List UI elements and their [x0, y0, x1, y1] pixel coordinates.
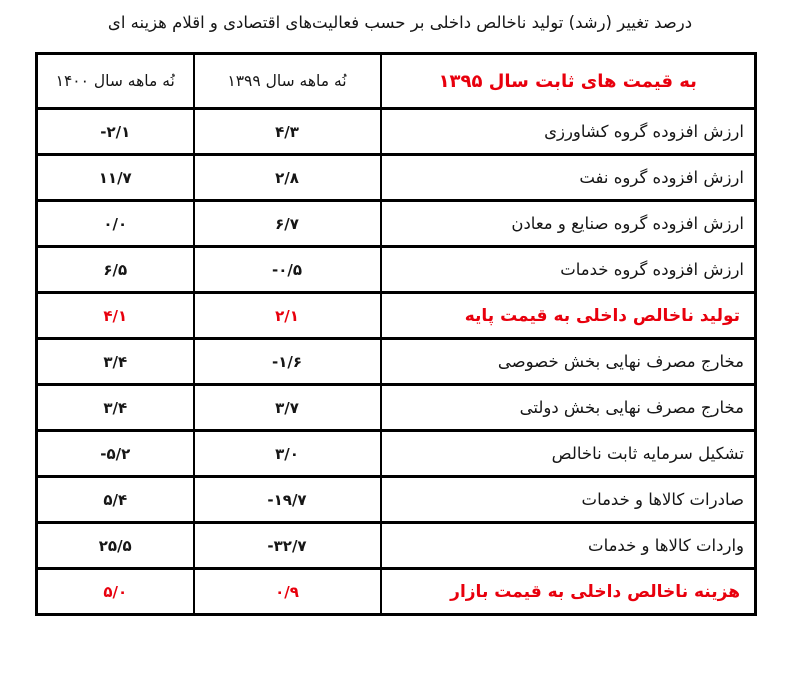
value-1400: ۳/۴	[103, 352, 128, 371]
value-1400-cell	[37, 201, 194, 247]
value-1399-cell	[194, 293, 381, 339]
table-row	[37, 155, 756, 201]
header-constant-prices-1395: به قیمت های ثابت سال ۱۳۹۵	[381, 54, 756, 109]
table-row	[37, 109, 756, 155]
value-1399-cell	[194, 109, 381, 155]
value-1399-cell	[194, 569, 381, 615]
value-1400-cell	[37, 109, 194, 155]
header-nine-months-1399: نُه ماهه سال ۱۳۹۹	[194, 54, 381, 109]
value-1400: ۴/۱	[103, 306, 128, 325]
value-1399-cell	[194, 247, 381, 293]
value-1399-cell	[194, 201, 381, 247]
value-1399: -۳۲/۷	[267, 536, 307, 555]
row-label: واردات کالاها و خدمات	[381, 523, 756, 569]
value-1399: ۲/۱	[275, 306, 299, 325]
value-1400-cell	[37, 569, 194, 615]
value-1399: ۳/۷	[275, 398, 299, 417]
value-1400: ۳/۴	[103, 398, 128, 417]
row-label: ارزش افزوده گروه خدمات	[381, 247, 756, 293]
header-nine-months-1400: نُه ماهه سال ۱۴۰۰	[37, 54, 194, 109]
table-row	[37, 477, 756, 523]
value-1399-cell	[194, 155, 381, 201]
row-label: ارزش افزوده گروه کشاورزی	[381, 109, 756, 155]
value-1399-cell	[194, 339, 381, 385]
row-label: ارزش افزوده گروه نفت	[381, 155, 756, 201]
value-1400-cell	[37, 293, 194, 339]
value-1400: ۵/۰	[103, 582, 128, 601]
value-1400: ۶/۵	[103, 260, 128, 279]
value-1400-cell	[37, 431, 194, 477]
row-label: تولید ناخالص داخلی به قیمت پایه	[381, 293, 756, 339]
value-1400-cell	[37, 385, 194, 431]
value-1399: ۰/۹	[275, 582, 299, 601]
value-1399-cell	[194, 385, 381, 431]
value-1400-cell	[37, 477, 194, 523]
table-row-gdp-basic-price	[37, 293, 756, 339]
table-row	[37, 247, 756, 293]
row-label: تشکیل سرمایه ثابت ناخالص	[381, 431, 756, 477]
value-1399: -۰/۵	[271, 260, 302, 279]
value-1399-cell	[194, 431, 381, 477]
value-1400-cell	[37, 339, 194, 385]
value-1399: ۳/۰	[275, 444, 299, 463]
value-1399: ۲/۸	[275, 168, 299, 187]
row-label: هزینه ناخالص داخلی به قیمت بازار	[381, 569, 756, 615]
table-row	[37, 339, 756, 385]
value-1400: ۰/۰	[103, 214, 128, 233]
value-1399-cell	[194, 523, 381, 569]
row-label: صادرات کالاها و خدمات	[381, 477, 756, 523]
table-header-row	[37, 54, 756, 109]
value-1399-cell	[194, 477, 381, 523]
value-1400: -۵/۲	[100, 444, 131, 463]
value-1399: ۶/۷	[275, 214, 299, 233]
value-1400-cell	[37, 247, 194, 293]
value-1399: -۱۹/۷	[267, 490, 307, 509]
value-1400: ۱۱/۷	[98, 168, 132, 187]
row-label: مخارج مصرف نهایی بخش دولتی	[381, 385, 756, 431]
value-1400-cell	[37, 523, 194, 569]
table-row	[37, 523, 756, 569]
value-1399: -۱/۶	[271, 352, 302, 371]
row-label: مخارج مصرف نهایی بخش خصوصی	[381, 339, 756, 385]
value-1399: ۴/۳	[275, 122, 299, 141]
value-1400-cell	[37, 155, 194, 201]
table-row	[37, 431, 756, 477]
page-title: درصد تغییر (رشد) تولید ناخالص داخلی بر حسب فعالیت‌های اقتصادی و اقلام هزینه ای	[107, 13, 693, 32]
row-label: ارزش افزوده گروه صنایع و معادن	[381, 201, 756, 247]
value-1400: ۲۵/۵	[98, 536, 132, 555]
table-row-gde-market-price	[37, 569, 756, 615]
value-1400: ۵/۴	[103, 490, 128, 509]
table-row	[37, 201, 756, 247]
value-1400: -۲/۱	[100, 122, 131, 141]
table-row	[37, 385, 756, 431]
gdp-growth-table	[35, 52, 757, 616]
